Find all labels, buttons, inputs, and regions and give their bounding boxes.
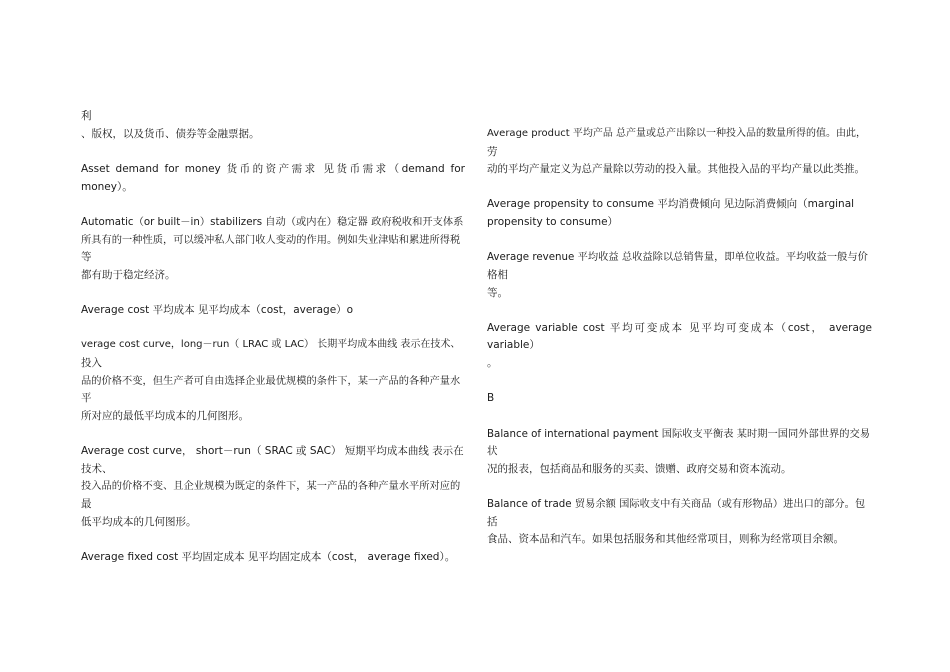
text-line: Balance of trade 贸易余额 国际收支中有关商品（或有形物品）进出口的部分。包 <box>487 498 866 510</box>
section-letter: B <box>487 392 495 404</box>
text-line: 。 <box>487 357 498 369</box>
text-line: 平 <box>81 392 92 404</box>
text-line: Average variable cost 平均可变成本 见平均可变成本（cost， average <box>487 322 872 334</box>
text-line: Average fixed cost 平均固定成本 见平均固定成本（cost， average fixed）。 <box>81 551 456 563</box>
text-line: 投入 <box>81 357 102 369</box>
text-line: 况的报表，包括商品和服务的买卖、馈赠、政府交易和资本流动。 <box>487 463 792 475</box>
text-line: Average product 平均产品 总产量或总产出除以一种投入品的数量所得的值。由此， <box>487 128 867 139</box>
text-line: Average propensity to consume 平均消费倾向 见边际消费倾向（marginal <box>487 198 855 210</box>
text-line: 动的平均产量定义为总产量除以劳动的投入量。其他投入品的平均产量以此类推。 <box>487 163 865 175</box>
text-line: 利 <box>81 110 92 122</box>
text-line: 品的价格不变，但生产者可自由选择企业最优规模的条件下，某一产品的各种产量水 <box>81 375 461 387</box>
text-line: 劳 <box>487 146 498 158</box>
text-line: money）。 <box>81 181 133 193</box>
text-line: 低平均成本的几何图形。 <box>81 516 197 528</box>
text-line: verage cost curve，long－run（ LRAC 或 LAC） 长期平均成本曲线 表示在技术、 <box>81 339 461 350</box>
text-line: 状 <box>487 445 498 457</box>
text-line: 所对应的最低平均成本的几何图形。 <box>81 410 249 422</box>
text-line: propensity to consume） <box>487 216 619 228</box>
text-line: 都有助于稳定经济。 <box>81 269 176 281</box>
text-line: 格相 <box>487 269 508 281</box>
text-line: Average cost 平均成本 见平均成本（cost，average）o <box>81 304 354 316</box>
text-line: Average cost curve， short－run（ SRAC 或 SAC） 短期平均成本曲线 表示在 <box>81 445 464 457</box>
text-line: 投入品的价格不变、且企业规模为既定的条件下，某一产品的各种产量水平所对应的 <box>81 480 461 492</box>
text-line: 食品、资本品和汽车。如果包括服务和其他经常项目，则称为经常项目余额。 <box>487 533 844 545</box>
text-line: variable） <box>487 339 540 351</box>
text-line: Average revenue 平均收益 总收益除以总销售量，即单位收益。平均收益一般与价 <box>487 251 868 263</box>
text-line: 技术、 <box>81 463 113 475</box>
text-line: 所具有的一种性质，可以缓冲私人部门收人变动的作用。例如失业津贴和累进所得税 <box>81 234 461 246</box>
text-line: Automatic（or built－in）stabilizers 自动（或内在）稳定器 政府税收和开支体系 <box>81 216 464 228</box>
text-line: 括 <box>487 516 498 528</box>
text-line: 最 <box>81 498 92 510</box>
text-line: 等 <box>81 251 92 263</box>
text-line: 、版权，以及货币、债券等金融票据。 <box>81 128 260 140</box>
text-line: 等。 <box>487 287 508 299</box>
text-line: Asset demand for money 货币的资产需求 见货币需求（demand for <box>81 163 465 175</box>
text-line: Balance of international payment 国际收支平衡表 某时期一国同外部世界的交易 <box>487 428 870 440</box>
